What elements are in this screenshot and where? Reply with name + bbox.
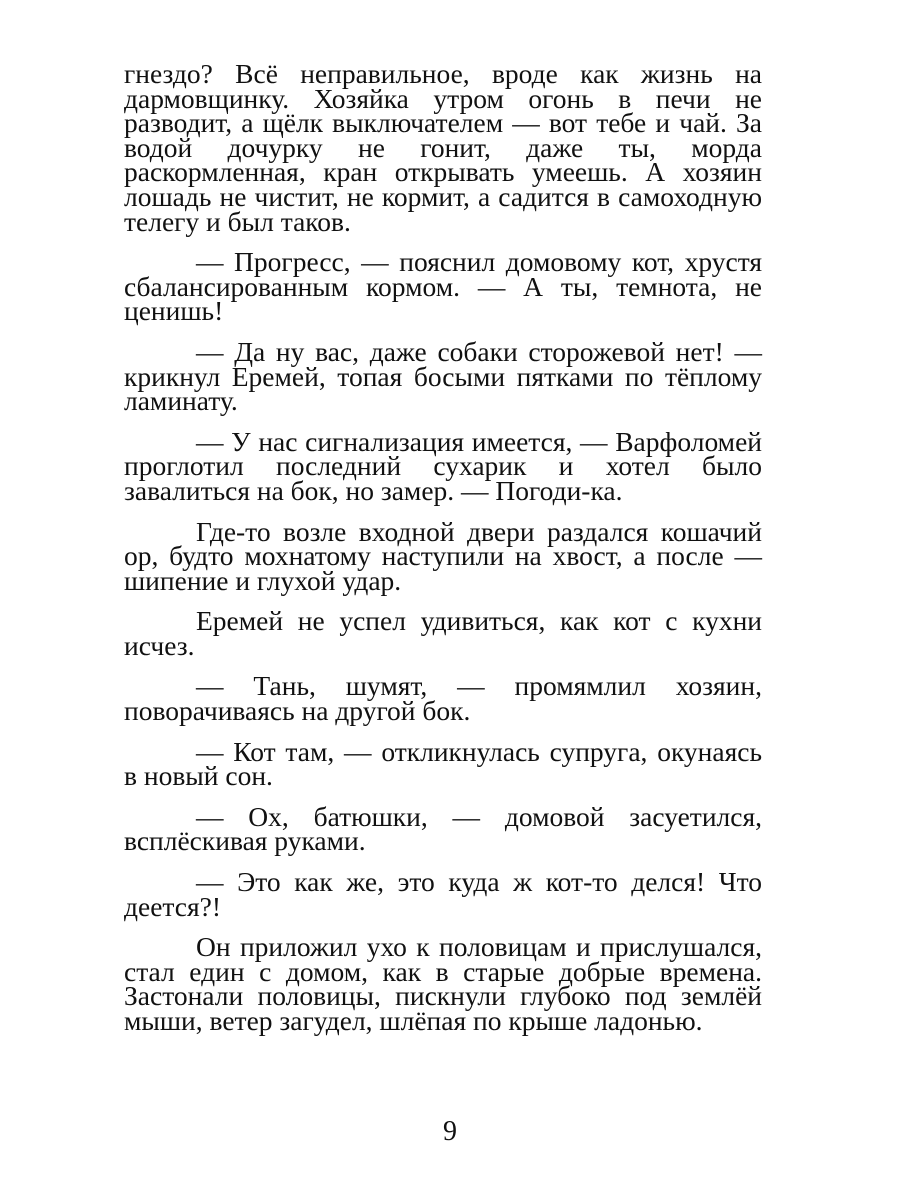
paragraph-6: Еремей не успел удивиться, как кот с кухни исчез. <box>124 605 762 661</box>
page-number: 9 <box>443 1116 457 1147</box>
paragraph-7: — Тань, шумят, — промямлил хозяин, поворачиваясь на другой бок. <box>124 670 762 727</box>
paragraph-11: Он приложил ухо к половицам и прислушался, стал един с домом, как в старые добрые времена. Застонали половицы, пискнули глубоко под землёй мыши, ветер загудел, шлёпая по крыше ладонью. <box>124 931 762 1036</box>
paragraph-8: — Кот там, — откликнулась супруга, окунаясь в новый сон. <box>124 735 762 792</box>
paragraph-2: — Прогресс, — пояснил домовому кот, хрустя сбалансированным кормом. — А ты, темнота, не ценишь! <box>124 246 762 327</box>
page-body <box>124 58 762 1050</box>
paragraph-10: — Это как же, это куда ж кот-то делся! Что деется?! <box>124 866 762 922</box>
paragraph-3: — Да ну вас, даже собаки сторожевой нет! — крикнул Еремей, топая босыми пятками по тёплому ламинату. <box>124 335 762 417</box>
paragraph-1: гнездо? Всё неправильное, вроде как жизнь на дармовщинку. Хозяйка утром огонь в печи не разводит, а щёлк выключателем — вот тебе и чай. За водой дочурку не гонит, даже ты, морда раскормленная, кран открывать умеешь. А хозяин лошадь не чистит, не кормит, а садится в самоходную телегу и был таков. <box>124 58 762 237</box>
paragraph-5: Где-то возле входной двери раздался кошачий ор, будто мохнатому наступили на хвост, а после — шипение и глухой удар. <box>124 515 762 596</box>
paragraph-4: — У нас сигнализация имеется, — Варфоломей проглотил последний сухарик и хотел было завалиться на бок, но замер. — Погоди-ка. <box>124 425 762 506</box>
paragraph-9: — Ох, батюшки, — домовой засуетился, всплёскивая руками. <box>124 800 762 857</box>
